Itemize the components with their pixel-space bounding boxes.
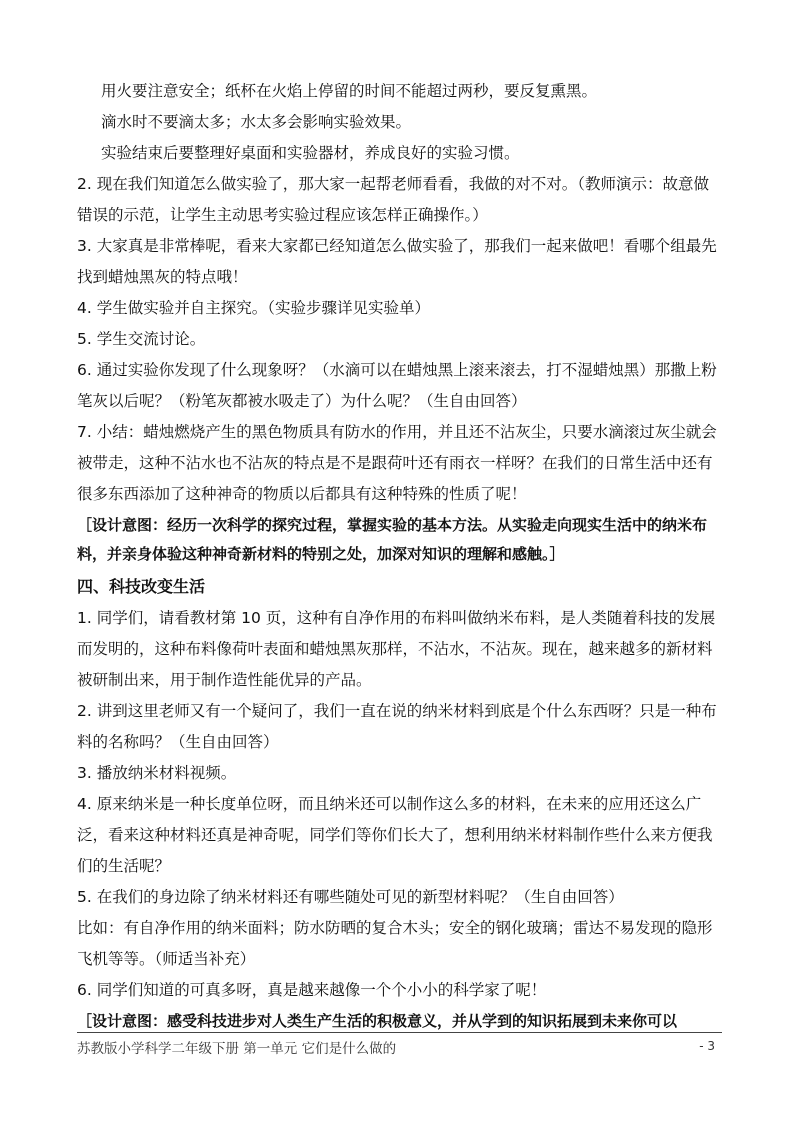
step-5: 5. 学生交流讨论。	[77, 330, 206, 348]
page-number: - 3	[699, 1039, 715, 1053]
section4-step-6: 6. 同学们知道的可真多呀，真是越来越像一个个小小的科学家了呢！	[77, 981, 547, 999]
footer-title: 苏教版小学科学二年级下册 第一单元 它们是什么做的	[77, 1041, 397, 1057]
section4-step-4: 4. 原来纳米是一种长度单位呀，而且纳米还可以制作这么多的材料，在未来的应用还这么广泛，看来这种材料还真是神奇呢，同学们等你们长大了，想利用纳米材料制作些什么来方便我们的生活呢？	[77, 795, 713, 875]
document-body	[77, 76, 722, 1036]
step-3: 3. 大家真是非常棒呢，看来大家都已经知道怎么做实验了，那我们一起来做吧！看哪个组最先找到蜡烛黑灰的特点哦！	[77, 237, 717, 286]
step-4: 4. 学生做实验并自主探究。（实验步骤详见实验单）	[77, 299, 430, 317]
step-2: 2. 现在我们知道怎么做实验了，那大家一起帮老师看看，我做的对不对。（教师演示：故意做错误的示范，让学生主动思考实验过程应该怎样正确操作。）	[77, 175, 709, 224]
examples-paragraph: 比如：有自净作用的纳米面料；防水防晒的复合木头；安全的钢化玻璃；雷达不易发现的隐形飞机等等。（师适当补充）	[77, 919, 713, 968]
footer-divider	[77, 1032, 722, 1033]
safety-note-water: 滴水时不要滴太多；水太多会影响实验效果。	[101, 113, 412, 131]
section4-step-5: 5. 在我们的身边除了纳米材料还有哪些随处可见的新型材料呢？（生自由回答）	[77, 888, 624, 906]
safety-note-cleanup: 实验结束后要整理好桌面和实验器材，养成良好的实验习惯。	[101, 144, 520, 162]
section4-step-1: 1. 同学们，请看教材第 10 页，这种有自净作用的布料叫做纳米布料，是人类随着科技的发展而发明的，这种布料像荷叶表面和蜡烛黑灰那样，不沾水，不沾灰。现在，越来越多的新材料被研制出来，用于制作造性能优异的产品。	[77, 609, 716, 689]
design-intent-2: ［设计意图：感受科技进步对人类生产生活的积极意义，并从学到的知识拓展到未来你可以	[77, 1012, 678, 1030]
step-6: 6. 通过实验你发现了什么现象呀？（水滴可以在蜡烛黑上滚来滚去，打不湿蜡烛黑）那撒上粉笔灰以后呢？（粉笔灰都被水吸走了）为什么呢？（生自由回答）	[77, 361, 717, 410]
section4-step-2: 2. 讲到这里老师又有一个疑问了，我们一直在说的纳米材料到底是个什么东西呀？只是一种布料的名称吗？（生自由回答）	[77, 702, 717, 751]
section4-step-3: 3. 播放纳米材料视频。	[77, 764, 237, 782]
section-heading-4: 四、科技改变生活	[77, 577, 206, 596]
step-7-summary: 7. 小结：蜡烛燃烧产生的黑色物质具有防水的作用，并且还不沾灰尘，只要水滴滚过灰尘就会被带走，这种不沾水也不沾灰的特点是不是跟荷叶还有雨衣一样呀？在我们的日常生活中还有很多东西添加了这种神奇的物质以后都具有这种特殊的性质了呢！	[77, 423, 717, 503]
design-intent-1: ［设计意图：经历一次科学的探究过程，掌握实验的基本方法。从实验走向现实生活中的纳米布料，并亲身体验这种神奇新材料的特别之处，加深对知识的理解和感触。］	[77, 516, 708, 563]
safety-note-fire: 用火要注意安全；纸杯在火焰上停留的时间不能超过两秒，要反复熏黑。	[101, 82, 598, 100]
